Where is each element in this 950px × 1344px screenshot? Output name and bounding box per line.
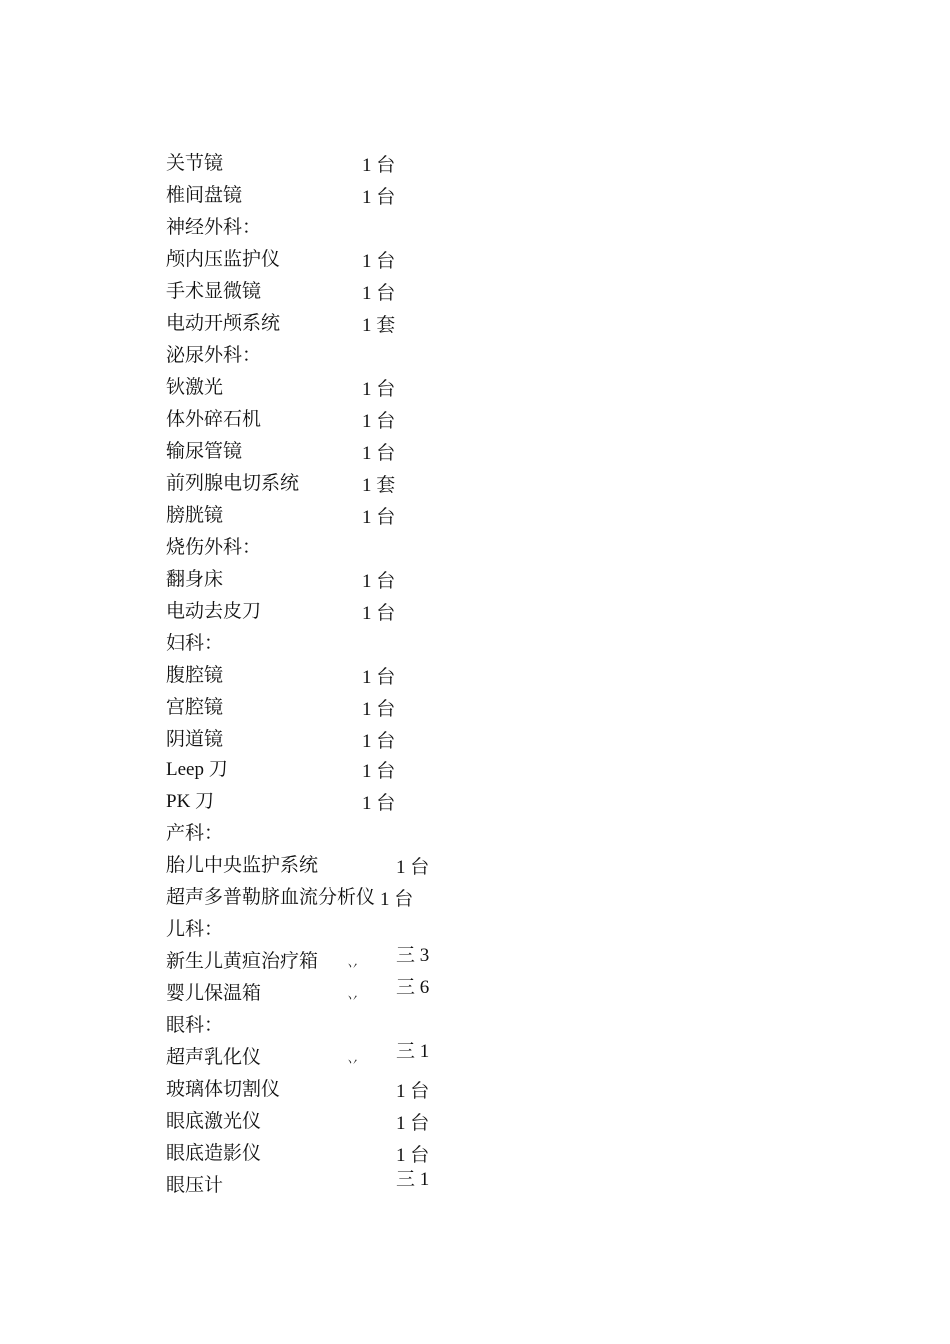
equipment-name: 阴道镜 xyxy=(166,729,224,750)
equipment-name: Leep 刀 xyxy=(166,759,228,780)
equipment-quantity: 三 3 xyxy=(396,945,430,966)
stray-glyph: 丷 xyxy=(346,1055,360,1070)
equipment-quantity: 1 台 xyxy=(396,1145,430,1166)
equipment-quantity: 1 套 xyxy=(362,475,396,496)
equipment-name: 钬激光 xyxy=(166,377,224,398)
equipment-row xyxy=(166,344,566,376)
equipment-row xyxy=(166,248,566,280)
equipment-quantity: 1 台 xyxy=(362,507,396,528)
equipment-quantity: 1 台 xyxy=(362,603,396,624)
equipment-row xyxy=(166,632,566,664)
equipment-name: 电动开颅系统 xyxy=(166,313,281,334)
equipment-name: 膀胱镜 xyxy=(166,505,224,526)
equipment-row xyxy=(166,1169,566,1206)
equipment-row xyxy=(166,504,566,536)
equipment-row xyxy=(166,1078,566,1110)
equipment-row xyxy=(166,568,566,600)
equipment-row xyxy=(166,728,566,760)
equipment-row xyxy=(166,440,566,472)
equipment-name: 烧伤外科： xyxy=(166,537,262,558)
equipment-name: 神经外科： xyxy=(166,217,262,238)
equipment-quantity: 1 台 xyxy=(362,411,396,432)
equipment-quantity: 1 台 xyxy=(362,155,396,176)
equipment-row xyxy=(166,312,566,344)
equipment-name: 输尿管镜 xyxy=(166,441,243,462)
equipment-row xyxy=(166,1142,566,1174)
equipment-quantity: 1 台 xyxy=(362,187,396,208)
equipment-name: 宫腔镜 xyxy=(166,697,224,718)
equipment-row xyxy=(166,977,566,1014)
equipment-name: 婴儿保温箱 xyxy=(166,983,262,1004)
equipment-name: 翻身床 xyxy=(166,569,224,590)
equipment-quantity: 1 台 xyxy=(362,571,396,592)
equipment-quantity: 1 台 xyxy=(362,699,396,720)
equipment-quantity: 1 台 xyxy=(362,761,396,782)
equipment-quantity: 三 1 xyxy=(396,1169,430,1190)
equipment-quantity: 1 台 xyxy=(362,731,396,752)
stray-glyph: 丷 xyxy=(346,959,360,974)
equipment-name: 产科： xyxy=(166,823,224,844)
equipment-name: 眼压计 xyxy=(166,1175,224,1196)
equipment-name: 关节镜 xyxy=(166,153,224,174)
equipment-quantity: 1 台 xyxy=(362,251,396,272)
equipment-quantity: 1 台 xyxy=(362,443,396,464)
equipment-name: 玻璃体切割仪 xyxy=(166,1079,281,1100)
equipment-quantity: 三 6 xyxy=(396,977,430,998)
equipment-row xyxy=(166,945,566,982)
equipment-name: 眼底造影仪 xyxy=(166,1143,262,1164)
equipment-quantity: 1 台 xyxy=(380,889,414,910)
equipment-quantity: 1 台 xyxy=(362,283,396,304)
stray-glyph: 丷 xyxy=(346,991,360,1006)
equipment-row xyxy=(166,790,566,822)
equipment-quantity: 1 台 xyxy=(362,379,396,400)
equipment-row xyxy=(166,472,566,504)
equipment-quantity: 1 台 xyxy=(396,1081,430,1102)
equipment-name: PK 刀 xyxy=(166,791,215,812)
equipment-row xyxy=(166,822,566,854)
equipment-row xyxy=(166,758,566,790)
equipment-row xyxy=(166,886,566,918)
equipment-quantity: 1 台 xyxy=(362,667,396,688)
equipment-name: 体外碎石机 xyxy=(166,409,262,430)
equipment-row xyxy=(166,408,566,440)
equipment-name: 电动去皮刀 xyxy=(166,601,262,622)
equipment-name: 泌尿外科： xyxy=(166,345,262,366)
equipment-row xyxy=(166,918,566,950)
equipment-quantity: 1 台 xyxy=(396,857,430,878)
equipment-row xyxy=(166,376,566,408)
equipment-row xyxy=(166,184,566,216)
equipment-row xyxy=(166,216,566,248)
equipment-row xyxy=(166,1014,566,1046)
equipment-name: 手术显微镜 xyxy=(166,281,262,302)
equipment-name: 超声多普勒脐血流分析仪 xyxy=(166,887,376,908)
equipment-quantity: 三 1 xyxy=(396,1041,430,1062)
equipment-row xyxy=(166,280,566,312)
equipment-name: 胎儿中央监护系统 xyxy=(166,855,319,876)
equipment-quantity: 1 台 xyxy=(396,1113,430,1134)
equipment-row xyxy=(166,854,566,886)
equipment-name: 眼底激光仪 xyxy=(166,1111,262,1132)
equipment-row xyxy=(166,1110,566,1142)
equipment-name: 颅内压监护仪 xyxy=(166,249,281,270)
equipment-row xyxy=(166,696,566,728)
equipment-name: 新生儿黄疸治疗箱 xyxy=(166,951,319,972)
equipment-name: 超声乳化仪 xyxy=(166,1047,262,1068)
equipment-name: 妇科： xyxy=(166,633,224,654)
equipment-name: 椎间盘镜 xyxy=(166,185,243,206)
equipment-row xyxy=(166,600,566,632)
equipment-quantity: 1 台 xyxy=(362,793,396,814)
equipment-quantity: 1 套 xyxy=(362,315,396,336)
equipment-row xyxy=(166,536,566,568)
equipment-row xyxy=(166,1041,566,1078)
equipment-name: 眼科： xyxy=(166,1015,224,1036)
equipment-row xyxy=(166,152,566,184)
equipment-name: 腹腔镜 xyxy=(166,665,224,686)
equipment-name: 儿科： xyxy=(166,919,224,940)
equipment-name: 前列腺电切系统 xyxy=(166,473,300,494)
equipment-row xyxy=(166,664,566,696)
